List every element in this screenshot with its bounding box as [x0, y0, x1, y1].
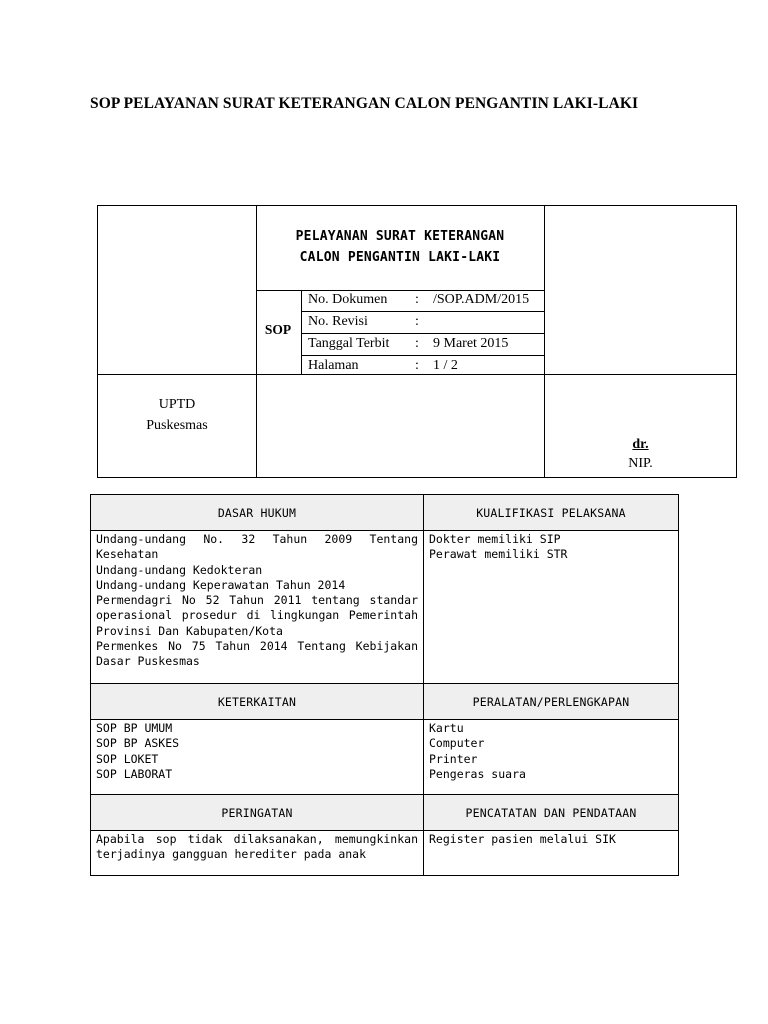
meta-value: 1 / 2 — [433, 358, 458, 373]
signature-block — [544, 435, 737, 473]
heading-dasar-hukum: DASAR HUKUM — [91, 495, 424, 531]
meta-row-tanggal — [302, 334, 544, 356]
service-title-line: CALON PENGANTIN LAKI-LAKI — [299, 250, 501, 265]
signatory-name: dr. — [632, 437, 649, 452]
sop-info-table — [90, 494, 679, 876]
list-item: Undang-undang Kedokteran — [96, 562, 263, 577]
service-title-line: PELAYANAN SURAT KETERANGAN — [295, 229, 505, 244]
heading-peringatan: PERINGATAN — [91, 795, 424, 831]
meta-value: 9 Maret 2015 — [433, 336, 509, 351]
document-meta — [301, 290, 544, 375]
kualifikasi-cell — [424, 531, 679, 684]
meta-value: /SOP.ADM/2015 — [433, 292, 530, 307]
service-title — [256, 226, 544, 268]
list-item: SOP BP UMUM — [96, 721, 173, 735]
meta-key: No. Dokumen — [308, 292, 388, 307]
meta-row-dokumen — [302, 290, 544, 312]
heading-pencatatan: PENCATATAN DAN PENDATAAN — [424, 795, 679, 831]
meta-row-revisi — [302, 312, 544, 334]
organization-name — [98, 394, 256, 436]
meta-colon: : — [415, 358, 419, 373]
list-item: Undang-undang Keperawatan Tahun 2014 — [96, 577, 346, 592]
list-item: SOP BP ASKES — [96, 736, 180, 751]
list-item: Pengeras suara — [429, 766, 526, 781]
heading-peralatan: PERALATAN/PERLENGKAPAN — [424, 684, 679, 720]
list-item: Permenkes No 75 Tahun 2014 Tentang Kebijakan Dasar Puskesmas — [96, 639, 418, 669]
list-item: Dokter memiliki SIP — [429, 532, 561, 546]
meta-colon: : — [415, 314, 419, 329]
meta-row-halaman — [302, 356, 544, 377]
document-title: SOP PELAYANAN SURAT KETERANGAN CALON PENGANTIN LAKI-LAKI — [90, 95, 639, 112]
dasar-hukum-cell — [91, 531, 424, 684]
list-item: Perawat memiliki STR — [429, 547, 568, 562]
list-item: Computer — [429, 736, 485, 751]
meta-colon: : — [415, 292, 419, 307]
list-item: SOP LABORAT — [96, 766, 173, 781]
list-item: Apabila sop tidak dilaksanakan, memungkinkan terjadinya gangguan herediter pada anak — [96, 832, 418, 862]
heading-keterkaitan: KETERKAITAN — [91, 684, 424, 720]
heading-kualifikasi: KUALIFIKASI PELAKSANA — [424, 495, 679, 531]
list-item: Printer — [429, 751, 478, 766]
peringatan-cell — [91, 831, 424, 876]
keterkaitan-cell — [91, 720, 424, 795]
list-item: Register pasien melalui SIK — [429, 832, 616, 846]
list-item: SOP LOKET — [96, 751, 159, 766]
list-item: Kartu — [429, 721, 464, 735]
meta-key: Tanggal Terbit — [308, 336, 390, 351]
signatory-nip: NIP. — [628, 456, 653, 471]
org-line: UPTD — [158, 397, 196, 412]
sop-header-table — [97, 205, 737, 478]
sop-label: SOP — [264, 322, 292, 337]
meta-key: No. Revisi — [308, 314, 368, 329]
meta-colon: : — [415, 336, 419, 351]
peralatan-cell — [424, 720, 679, 795]
pencatatan-cell — [424, 831, 679, 876]
list-item: Undang-undang No. 32 Tahun 2009 Tentang Kesehatan — [96, 532, 418, 562]
org-line: Puskesmas — [146, 418, 208, 433]
meta-key: Halaman — [308, 358, 359, 373]
list-item: Permendagri No 52 Tahun 2011 tentang standar operasional prosedur di lingkungan Pemerintah Provinsi Dan Kabupaten/Kota — [96, 593, 418, 638]
